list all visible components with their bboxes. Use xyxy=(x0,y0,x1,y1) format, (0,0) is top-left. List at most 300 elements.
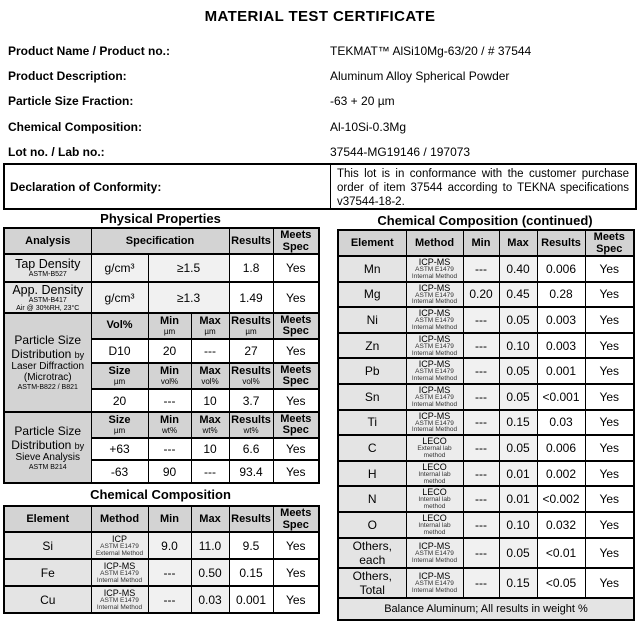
laser-h1-meets xyxy=(273,313,319,339)
apparent-density-conditions: Air @ 30%RH, 23°C xyxy=(16,304,80,312)
method-standard: ASTM E1479 xyxy=(415,579,454,587)
element-cell: Others, Total xyxy=(338,568,406,598)
min-cell: 9.0 xyxy=(148,532,191,559)
chem2-header-max: Max xyxy=(499,230,537,256)
laser-h2-max-label: Max xyxy=(199,365,221,378)
chem1-element-row xyxy=(4,586,319,613)
meets-spec-cell: Yes xyxy=(585,512,634,538)
results-cell: 0.001 xyxy=(229,586,273,613)
chem2-element-row xyxy=(338,307,634,333)
sieve-h-size xyxy=(91,412,148,438)
sieve-plus63-max-cell: 10 xyxy=(191,438,229,460)
sieve-h-min xyxy=(148,412,191,438)
method-type: Internal Method xyxy=(411,426,458,434)
chem2-header-method: Method xyxy=(406,230,463,256)
chem2-element-row xyxy=(338,384,634,410)
sieve-minus63-max-cell: --- xyxy=(191,460,229,483)
method-type: Internal Method xyxy=(411,556,458,564)
chem1-element-row xyxy=(4,559,319,586)
element-cell: Ni xyxy=(338,307,406,333)
method-cell xyxy=(406,256,463,282)
laser-d10-cell: D10 xyxy=(91,339,148,363)
method-cell xyxy=(406,282,463,308)
sieve-h-results xyxy=(229,412,273,438)
chemical-composition-table xyxy=(3,505,320,614)
element-cell: Pb xyxy=(338,358,406,384)
chem2-element-row xyxy=(338,512,634,538)
field-row-chemical-composition xyxy=(8,114,636,139)
laser-psd-technique: Laser Diffraction xyxy=(11,361,85,372)
chemical-composition-continued-heading: Chemical Composition (continued) xyxy=(377,213,593,228)
max-cell: 0.01 xyxy=(499,486,537,512)
laser-h1-max xyxy=(191,313,229,339)
results-cell: 0.032 xyxy=(537,512,585,538)
field-label-particle-size-fraction: Particle Size Fraction: xyxy=(8,94,134,109)
max-cell: 0.10 xyxy=(499,512,537,538)
results-cell: 0.006 xyxy=(537,256,585,282)
laser-h2-results-unit: vol% xyxy=(242,376,260,386)
method-cell xyxy=(406,435,463,461)
sieve-h-size-label: Size xyxy=(108,414,131,427)
method-type: Internal Method xyxy=(411,375,458,383)
method-cell xyxy=(406,333,463,359)
sieve-plus63-result-cell: 6.6 xyxy=(229,438,273,460)
element-cell: C xyxy=(338,435,406,461)
min-cell: --- xyxy=(463,307,499,333)
method-type: Internal Method xyxy=(411,323,458,331)
declaration-text: This lot is in conformance with the customer purchase order of item 37544 according to TEKNA specifications v37544-18-2. xyxy=(330,165,635,208)
sieve-minus63-meets-cell: Yes xyxy=(273,460,319,483)
method-cell xyxy=(406,538,463,568)
meets-spec-cell: Yes xyxy=(585,435,634,461)
meets-spec-cell: Yes xyxy=(585,358,634,384)
method-type: Internal Method xyxy=(411,349,458,357)
field-label-product-name: Product Name / Product no.: xyxy=(8,43,171,58)
max-cell: 11.0 xyxy=(191,532,229,559)
declaration-label: Declaration of Conformity: xyxy=(10,179,162,194)
max-cell: 0.03 xyxy=(191,586,229,613)
meets-spec-cell: Yes xyxy=(585,384,634,410)
method-name: ICP-MS xyxy=(103,587,136,598)
field-value-lot-no: 37544-MG19146 / 197073 xyxy=(330,145,471,160)
sieve-minus63-cell: -63 xyxy=(91,460,148,483)
method-type: Internal Method xyxy=(96,576,143,584)
laser-h1-min-label: Min xyxy=(160,315,179,328)
chem2-header-element: Element xyxy=(338,230,406,256)
method-cell xyxy=(406,410,463,436)
laser-h1-vol xyxy=(91,313,148,339)
method-name: ICP-MS xyxy=(418,308,451,319)
min-cell: --- xyxy=(463,256,499,282)
element-cell: Sn xyxy=(338,384,406,410)
method-standard: ASTM E1479 xyxy=(415,549,454,557)
laser-psd-by: by xyxy=(74,350,85,360)
sieve-h-max-unit: wt% xyxy=(202,425,218,435)
field-row-product-name xyxy=(8,38,636,63)
method-type: method xyxy=(423,477,446,485)
laser-d10-result-cell: 27 xyxy=(229,339,273,363)
apparent-density-name: App. Density xyxy=(12,283,84,297)
physical-properties-heading: Physical Properties xyxy=(100,211,221,226)
sieve-psd-standard: ASTM B214 xyxy=(28,463,67,471)
right-column xyxy=(337,213,633,621)
method-name: LECO xyxy=(422,461,447,472)
chem2-element-row xyxy=(338,358,634,384)
min-cell: 0.20 xyxy=(463,282,499,308)
chem2-element-row xyxy=(338,435,634,461)
meets-spec-cell: Yes xyxy=(273,532,319,559)
laser-h2-results xyxy=(229,363,273,389)
min-cell: --- xyxy=(463,384,499,410)
chem2-header-row xyxy=(338,230,634,256)
laser-h2-size-label: Size xyxy=(108,365,131,378)
field-row-particle-size-fraction xyxy=(8,89,636,114)
method-standard: ASTM E1479 xyxy=(415,266,454,273)
apparent-density-meets-cell: Yes xyxy=(273,282,319,313)
results-cell: <0.002 xyxy=(537,486,585,512)
method-type: method xyxy=(423,528,446,536)
physical-header-analysis: Analysis xyxy=(4,228,91,254)
method-type: Internal Method xyxy=(411,298,458,306)
method-standard: ASTM E1479 xyxy=(100,542,139,550)
method-standard: ASTM E1479 xyxy=(100,569,139,577)
max-cell: 0.50 xyxy=(191,559,229,586)
method-cell xyxy=(406,486,463,512)
laser-h1-results-label: Results xyxy=(231,315,271,328)
method-name: LECO xyxy=(422,436,447,447)
results-cell: 0.006 xyxy=(537,435,585,461)
chem2-element-row xyxy=(338,538,634,568)
min-cell: --- xyxy=(463,358,499,384)
chem2-header-meets-spec: Meets Spec xyxy=(585,230,634,256)
element-cell: Mn xyxy=(338,256,406,282)
method-standard: ASTM E1479 xyxy=(415,291,454,299)
method-name: LECO xyxy=(422,512,447,523)
sieve-psd-subheader-row xyxy=(4,412,319,438)
chem2-header-results: Results xyxy=(537,230,585,256)
element-cell: O xyxy=(338,512,406,538)
sieve-psd-analysis-cell xyxy=(4,412,91,483)
physical-header-specification: Specification xyxy=(91,228,229,254)
sieve-minus63-min-cell: 90 xyxy=(148,460,191,483)
chem1-header-row xyxy=(4,506,319,532)
chem1-element-row xyxy=(4,532,319,559)
chem1-header-max: Max xyxy=(191,506,229,532)
laser-h1-vol-label: Vol% xyxy=(106,319,133,332)
meets-spec-cell: Yes xyxy=(585,568,634,598)
sieve-h-min-label: Min xyxy=(160,414,179,427)
laser-h1-min-unit: µm xyxy=(163,326,176,336)
certificate-title: MATERIAL TEST CERTIFICATE xyxy=(204,8,436,25)
chem2-element-row xyxy=(338,461,634,487)
max-cell: 0.05 xyxy=(499,538,537,568)
sieve-h-max-label: Max xyxy=(199,414,221,427)
max-cell: 0.05 xyxy=(499,435,537,461)
laser-h2-max xyxy=(191,363,229,389)
laser-size20-cell: 20 xyxy=(91,389,148,412)
chem2-element-row xyxy=(338,410,634,436)
sieve-h-size-unit: µm xyxy=(113,425,126,435)
sieve-h-results-label: Results xyxy=(231,414,271,427)
element-cell: Cu xyxy=(4,586,91,613)
method-standard: ASTM E1479 xyxy=(415,368,454,376)
sieve-plus63-min-cell: --- xyxy=(148,438,191,460)
laser-h1-results-unit: µm xyxy=(245,326,257,336)
balance-note: Balance Aluminum; All results in weight % xyxy=(338,598,634,620)
chem2-element-row xyxy=(338,568,634,598)
method-standard: ASTM E1479 xyxy=(100,596,139,604)
method-standard: ASTM E1479 xyxy=(415,317,454,325)
element-cell: Fe xyxy=(4,559,91,586)
physical-header-results: Results xyxy=(229,228,273,254)
method-cell xyxy=(406,358,463,384)
max-cell: 0.40 xyxy=(499,256,537,282)
left-column xyxy=(3,211,318,614)
tap-density-row xyxy=(4,254,319,282)
min-cell: --- xyxy=(463,512,499,538)
method-cell xyxy=(406,512,463,538)
sieve-h-meets xyxy=(273,412,319,438)
element-cell: Mg xyxy=(338,282,406,308)
method-type: Internal Method xyxy=(411,400,458,408)
method-name: ICP xyxy=(111,533,127,544)
max-cell: 0.05 xyxy=(499,307,537,333)
tap-density-meets-cell: Yes xyxy=(273,254,319,282)
tap-density-name: Tap Density xyxy=(15,257,81,272)
laser-h2-size xyxy=(91,363,148,389)
method-cell xyxy=(406,307,463,333)
method-standard: ASTM E1479 xyxy=(415,342,454,350)
max-cell: 0.15 xyxy=(499,410,537,436)
laser-h1-spec-label: Spec xyxy=(282,325,309,337)
method-name: ICP-MS xyxy=(418,570,451,581)
method-name: LECO xyxy=(422,487,447,498)
apparent-density-spec-cell: ≥1.3 xyxy=(148,282,229,313)
meets-spec-cell: Yes xyxy=(585,538,634,568)
element-cell: Zn xyxy=(338,333,406,359)
chem1-header-element: Element xyxy=(4,506,91,532)
chem2-footer-row xyxy=(338,598,634,620)
method-name: ICP-MS xyxy=(418,282,451,293)
method-cell xyxy=(91,532,148,559)
min-cell: --- xyxy=(463,333,499,359)
apparent-density-standard: ASTM-B417 xyxy=(28,297,67,304)
laser-psd-instrument: (Microtrac) xyxy=(23,372,72,383)
apparent-density-result-cell: 1.49 xyxy=(229,282,273,313)
laser-h1-min xyxy=(148,313,191,339)
min-cell: --- xyxy=(463,410,499,436)
min-cell: --- xyxy=(148,559,191,586)
physical-header-meets-spec: Meets Spec xyxy=(273,228,319,254)
laser-size20-result-cell: 3.7 xyxy=(229,389,273,412)
sieve-minus63-result-cell: 93.4 xyxy=(229,460,273,483)
sieve-psd-by: by xyxy=(74,440,85,451)
apparent-density-row xyxy=(4,282,319,313)
element-cell: Ti xyxy=(338,410,406,436)
method-type: method xyxy=(423,451,446,459)
laser-d10-min-cell: 20 xyxy=(148,339,191,363)
element-cell: H xyxy=(338,461,406,487)
sieve-h-min-unit: wt% xyxy=(161,425,178,435)
element-cell: Si xyxy=(4,532,91,559)
meets-spec-cell: Yes xyxy=(585,410,634,436)
laser-h2-spec-label: Spec xyxy=(282,375,309,387)
max-cell: 0.45 xyxy=(499,282,537,308)
results-cell: 0.003 xyxy=(537,307,585,333)
laser-h1-results xyxy=(229,313,273,339)
results-cell: <0.01 xyxy=(537,538,585,568)
method-cell xyxy=(91,559,148,586)
laser-size20-max-cell: 10 xyxy=(191,389,229,412)
field-label-product-description: Product Description: xyxy=(8,69,127,84)
field-value-product-description: Aluminum Alloy Spherical Powder xyxy=(330,69,510,84)
sieve-plus63-cell: +63 xyxy=(91,438,148,460)
min-cell: --- xyxy=(148,586,191,613)
method-standard: Internal lab xyxy=(418,521,451,529)
chem2-element-row xyxy=(338,282,634,308)
laser-psd-subheader-row-1 xyxy=(4,313,319,339)
chem1-header-results: Results xyxy=(229,506,273,532)
laser-h1-max-label: Max xyxy=(199,315,221,328)
laser-psd-standard: ASTM-B822 / B821 xyxy=(17,384,78,391)
laser-h1-max-unit: µm xyxy=(204,326,216,336)
method-standard: External lab xyxy=(417,445,452,453)
tap-density-spec-cell: ≥1.5 xyxy=(148,254,229,282)
min-cell: --- xyxy=(463,538,499,568)
element-cell: N xyxy=(338,486,406,512)
min-cell: --- xyxy=(463,568,499,598)
max-cell: 0.05 xyxy=(499,384,537,410)
method-name: ICP-MS xyxy=(418,359,451,370)
chem1-header-method: Method xyxy=(91,506,148,532)
laser-h2-meets-label: Meets xyxy=(280,363,312,376)
laser-d10-meets-cell: Yes xyxy=(273,339,319,363)
meets-spec-cell: Yes xyxy=(585,282,634,308)
max-cell: 0.01 xyxy=(499,461,537,487)
physical-header-row xyxy=(4,228,319,254)
min-cell: --- xyxy=(463,486,499,512)
max-cell: 0.05 xyxy=(499,358,537,384)
laser-size20-meets-cell: Yes xyxy=(273,389,319,412)
tap-density-analysis-cell xyxy=(4,254,91,282)
field-value-chemical-composition: Al-10Si-0.3Mg xyxy=(330,119,407,134)
method-cell xyxy=(406,461,463,487)
chemical-composition-continued-table xyxy=(337,229,635,621)
sieve-h-results-unit: wt% xyxy=(243,425,259,435)
meets-spec-cell: Yes xyxy=(273,559,319,586)
declaration-of-conformity-box xyxy=(3,163,637,210)
results-cell: <0.05 xyxy=(537,568,585,598)
meets-spec-cell: Yes xyxy=(585,486,634,512)
tap-density-standard: ASTM-B527 xyxy=(28,271,67,279)
results-cell: 0.003 xyxy=(537,333,585,359)
method-cell xyxy=(406,384,463,410)
laser-h1-meets-label: Meets xyxy=(280,313,312,326)
method-type: External Method xyxy=(95,549,144,557)
chem2-element-row xyxy=(338,256,634,282)
laser-psd-analysis-cell xyxy=(4,313,91,412)
chem2-element-row xyxy=(338,333,634,359)
laser-h2-max-unit: vol% xyxy=(201,376,219,386)
tap-density-result-cell: 1.8 xyxy=(229,254,273,282)
chemical-composition-heading: Chemical Composition xyxy=(90,487,231,502)
header-fields xyxy=(8,38,636,165)
results-cell: 0.28 xyxy=(537,282,585,308)
results-cell: 9.5 xyxy=(229,532,273,559)
method-standard: Internal lab xyxy=(418,496,451,504)
laser-h2-results-label: Results xyxy=(231,365,271,378)
sieve-h-meets-label: Meets xyxy=(280,412,312,425)
sieve-plus63-meets-cell: Yes xyxy=(273,438,319,460)
method-cell xyxy=(91,586,148,613)
apparent-density-analysis-cell xyxy=(4,282,91,313)
field-row-lot-no xyxy=(8,140,636,165)
method-name: ICP-MS xyxy=(418,540,451,551)
meets-spec-cell: Yes xyxy=(585,333,634,359)
laser-h2-size-unit: µm xyxy=(113,376,126,386)
physical-properties-table xyxy=(3,227,320,484)
tap-density-unit-cell: g/cm³ xyxy=(91,254,148,282)
method-type: Internal Method xyxy=(411,272,458,280)
results-cell: 0.03 xyxy=(537,410,585,436)
laser-size20-min-cell: --- xyxy=(148,389,191,412)
method-standard: ASTM E1479 xyxy=(415,393,454,401)
meets-spec-cell: Yes xyxy=(273,586,319,613)
max-cell: 0.15 xyxy=(499,568,537,598)
method-name: ICP-MS xyxy=(103,560,136,571)
laser-h2-meets xyxy=(273,363,319,389)
field-label-lot-no: Lot no. / Lab no.: xyxy=(8,145,105,160)
chem2-element-row xyxy=(338,486,634,512)
sieve-h-spec-label: Spec xyxy=(282,424,309,436)
method-cell xyxy=(406,568,463,598)
sieve-psd-technique: Sieve Analysis xyxy=(15,451,80,463)
method-type: Internal Method xyxy=(96,603,143,611)
method-standard: Internal lab xyxy=(418,470,451,478)
meets-spec-cell: Yes xyxy=(585,256,634,282)
min-cell: --- xyxy=(463,435,499,461)
meets-spec-cell: Yes xyxy=(585,461,634,487)
element-cell: Others, each xyxy=(338,538,406,568)
method-type: Internal Method xyxy=(411,586,458,594)
chem1-header-meets-spec: Meets Spec xyxy=(273,506,319,532)
laser-h2-min-label: Min xyxy=(160,365,179,378)
results-cell: <0.001 xyxy=(537,384,585,410)
chem2-header-min: Min xyxy=(463,230,499,256)
results-cell: 0.001 xyxy=(537,358,585,384)
method-name: ICP-MS xyxy=(418,333,451,344)
field-value-particle-size-fraction: -63 + 20 µm xyxy=(330,94,395,109)
sieve-psd-name: Particle Size Distribution xyxy=(11,423,82,452)
min-cell: --- xyxy=(463,461,499,487)
laser-d10-max-cell: --- xyxy=(191,339,229,363)
field-label-chemical-composition: Chemical Composition: xyxy=(8,119,143,134)
method-name: ICP-MS xyxy=(418,257,451,267)
sieve-h-max xyxy=(191,412,229,438)
field-row-product-description xyxy=(8,63,636,88)
method-standard: ASTM E1479 xyxy=(415,419,454,427)
method-name: ICP-MS xyxy=(418,384,451,395)
method-type: method xyxy=(423,503,446,511)
laser-h2-min-unit: vol% xyxy=(160,376,179,386)
chem1-header-min: Min xyxy=(148,506,191,532)
laser-h2-min xyxy=(148,363,191,389)
results-cell: 0.002 xyxy=(537,461,585,487)
laser-psd-name: Particle Size Distribution xyxy=(11,333,82,361)
results-cell: 0.15 xyxy=(229,559,273,586)
meets-spec-cell: Yes xyxy=(585,307,634,333)
apparent-density-unit-cell: g/cm³ xyxy=(91,282,148,313)
